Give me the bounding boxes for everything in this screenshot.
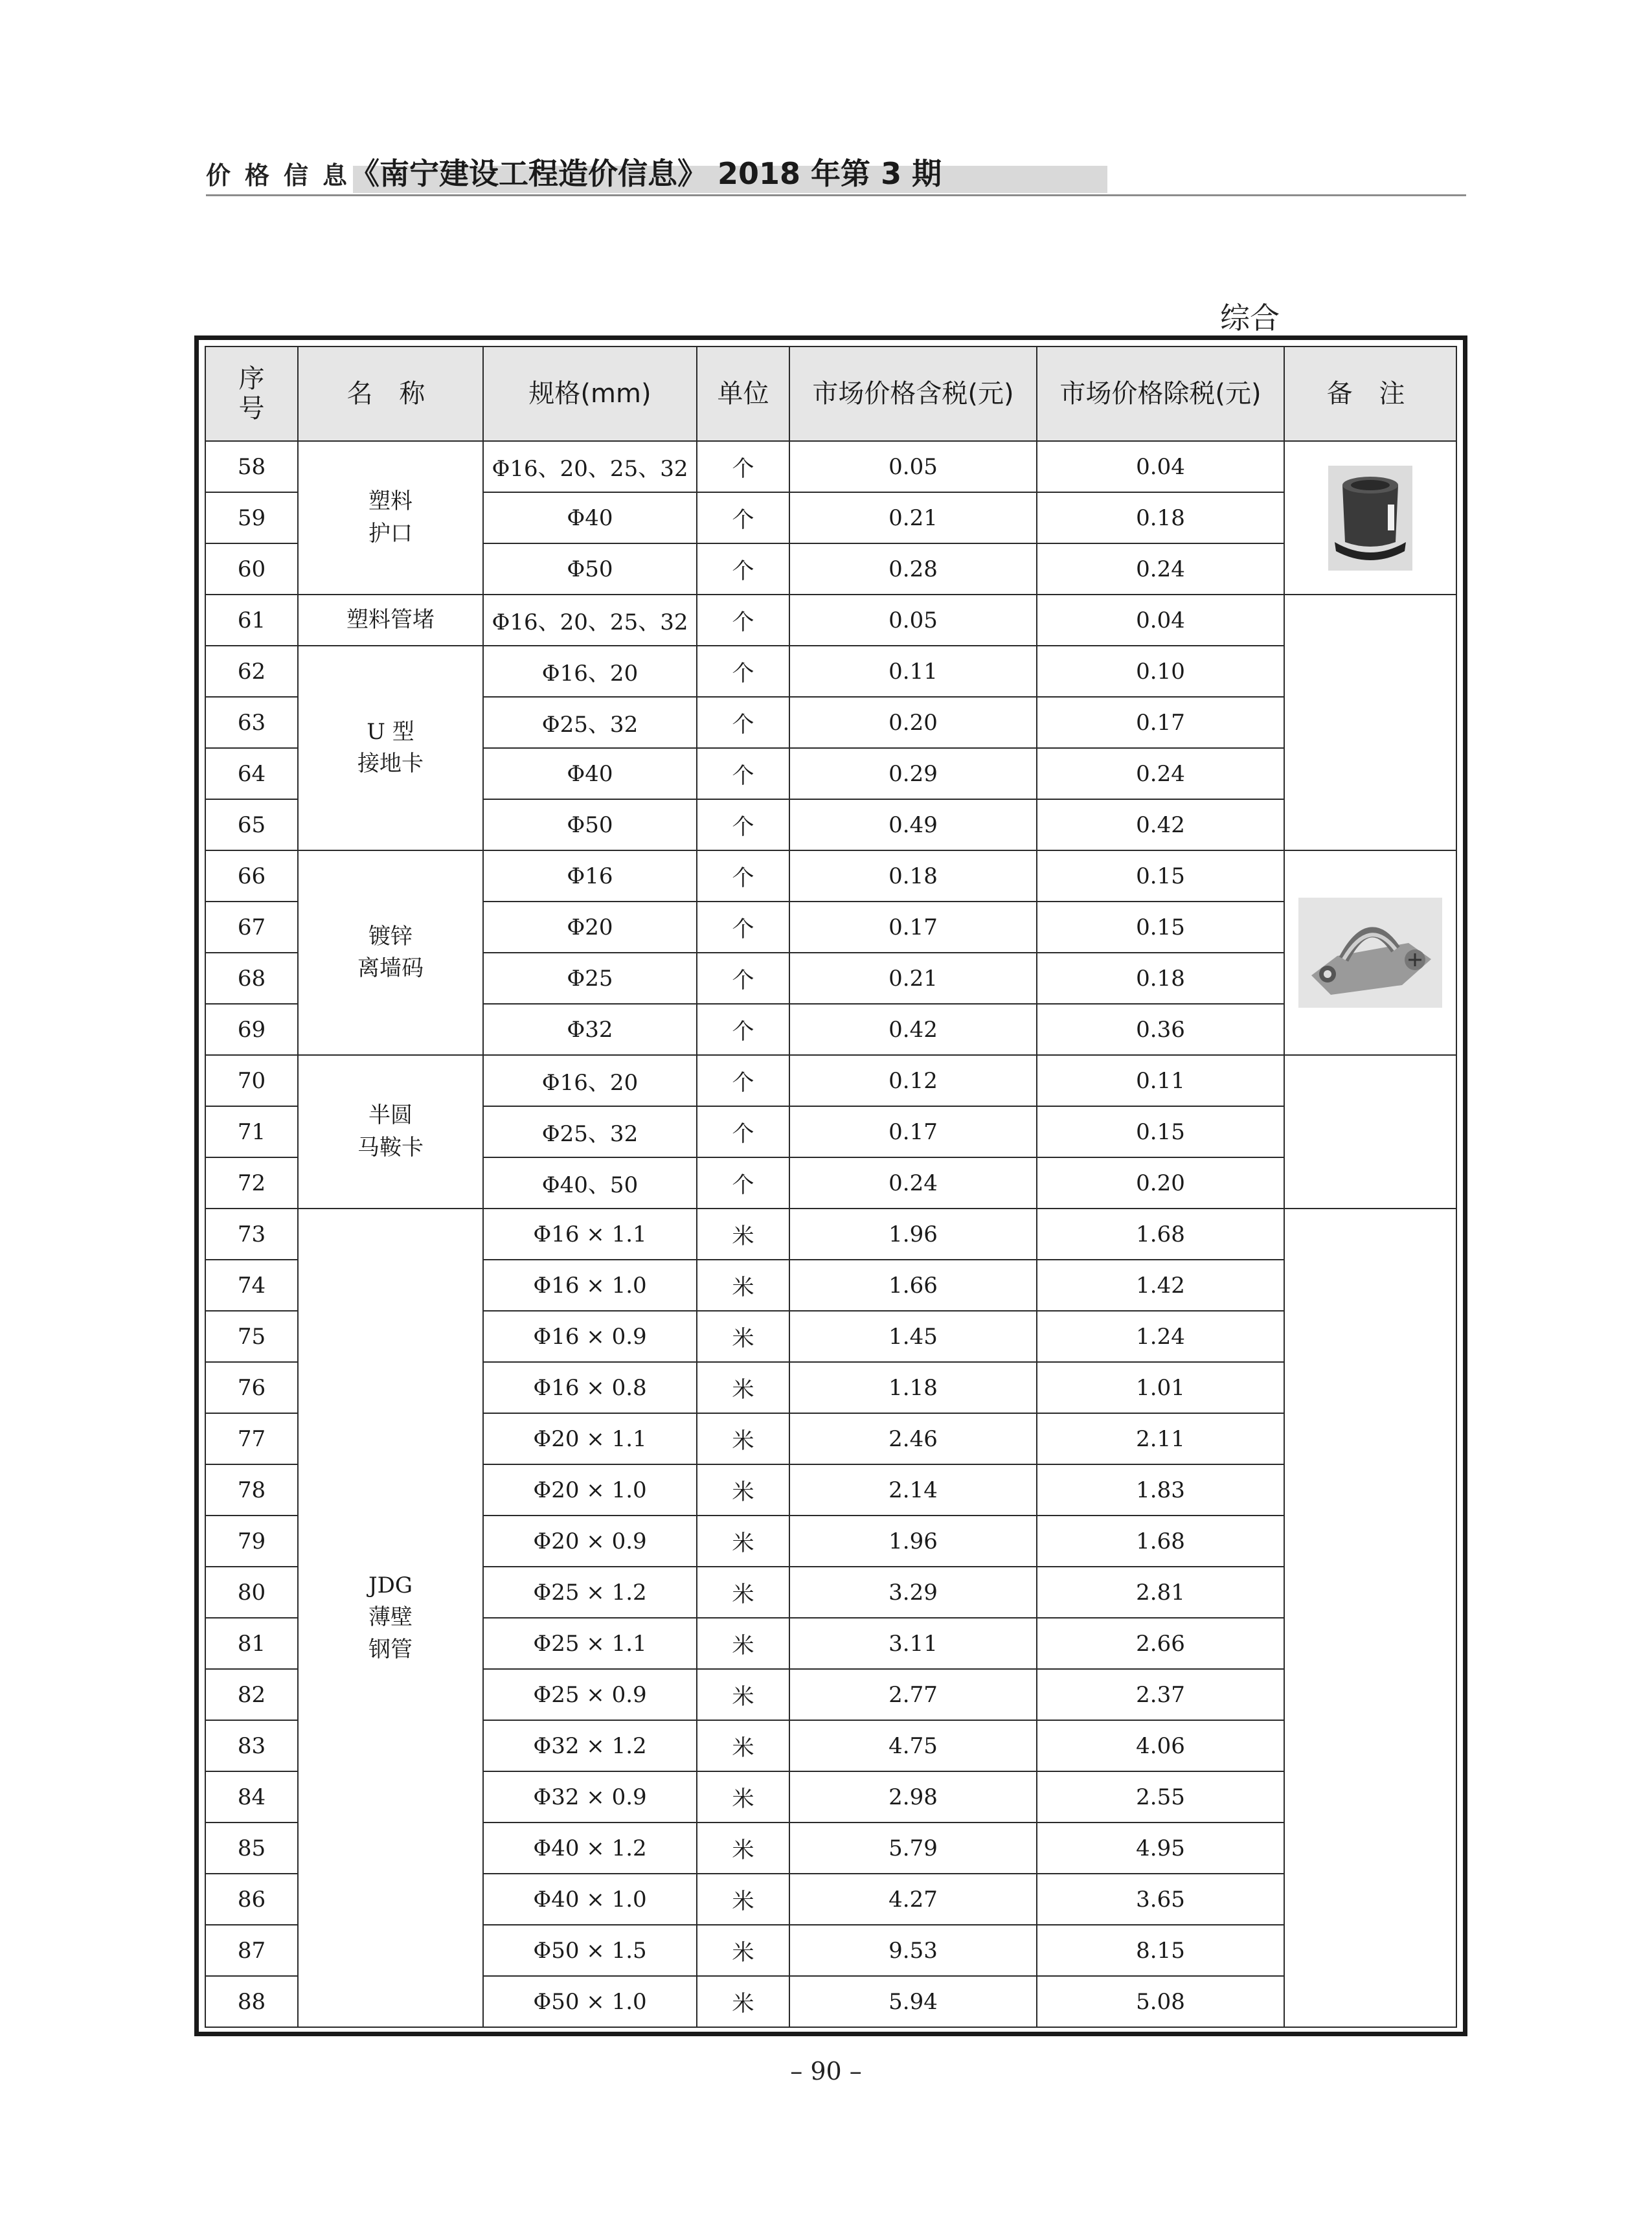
seq-cell: 88: [205, 1976, 298, 2027]
unit-cell: 个: [697, 1055, 789, 1106]
price-tax-cell: 3.29: [789, 1567, 1037, 1618]
price-notax-cell: 1.83: [1037, 1464, 1284, 1516]
spec-cell: Φ32 × 0.9: [483, 1771, 697, 1823]
spec-cell: Φ40 × 1.0: [483, 1874, 697, 1925]
price-notax-cell: 0.17: [1037, 697, 1284, 748]
page-header: [206, 146, 1466, 194]
price-notax-cell: 0.04: [1037, 595, 1284, 646]
spec-cell: Φ16: [483, 850, 697, 902]
seq-cell: 74: [205, 1260, 298, 1311]
table-row: [205, 1055, 1456, 1106]
spec-cell: Φ50: [483, 543, 697, 595]
header-divider: [206, 194, 1466, 196]
price-tax-cell: 4.75: [789, 1720, 1037, 1771]
unit-cell: 米: [697, 1618, 789, 1669]
seq-cell: 78: [205, 1464, 298, 1516]
price-tax-cell: 0.42: [789, 1004, 1037, 1055]
seq-cell: 85: [205, 1823, 298, 1874]
price-table: [205, 346, 1457, 2028]
seq-cell: 65: [205, 799, 298, 850]
price-notax-cell: 4.06: [1037, 1720, 1284, 1771]
section-label: 价格信息: [206, 161, 362, 190]
spec-cell: Φ25 × 1.1: [483, 1618, 697, 1669]
spec-cell: Φ25 × 0.9: [483, 1669, 697, 1720]
unit-cell: 米: [697, 1874, 789, 1925]
price-tax-cell: 0.20: [789, 697, 1037, 748]
seq-cell: 87: [205, 1925, 298, 1976]
item-name-line: 镀锌: [368, 923, 413, 949]
price-notax-cell: 0.36: [1037, 1004, 1284, 1055]
price-notax-cell: 0.20: [1037, 1157, 1284, 1209]
seq-cell: 76: [205, 1362, 298, 1413]
price-tax-cell: 5.79: [789, 1823, 1037, 1874]
table-row: [205, 646, 1456, 697]
unit-cell: 米: [697, 1720, 789, 1771]
price-tax-cell: 4.27: [789, 1874, 1037, 1925]
page-number: – 90 –: [790, 2057, 862, 2085]
spec-cell: Φ25、32: [483, 697, 697, 748]
unit-cell: 个: [697, 492, 789, 543]
item-name-line: JDG: [368, 1573, 413, 1599]
item-name-cell: [298, 646, 483, 850]
unit-cell: 个: [697, 1106, 789, 1157]
unit-cell: 个: [697, 748, 789, 799]
price-notax-cell: 0.10: [1037, 646, 1284, 697]
price-notax-cell: 4.95: [1037, 1823, 1284, 1874]
seq-cell: 63: [205, 697, 298, 748]
unit-cell: 米: [697, 1464, 789, 1516]
price-tax-cell: 0.21: [789, 953, 1037, 1004]
seq-cell: 58: [205, 441, 298, 492]
spec-cell: Φ40、50: [483, 1157, 697, 1209]
header-unit: 单位: [697, 346, 789, 441]
item-name-cell: [298, 595, 483, 646]
remark-cell: [1284, 441, 1456, 595]
price-tax-cell: 0.29: [789, 748, 1037, 799]
seq-cell: 61: [205, 595, 298, 646]
header-seq: [205, 346, 298, 441]
price-tax-cell: 0.49: [789, 799, 1037, 850]
item-name-line: 塑料管堵: [346, 606, 435, 633]
price-notax-cell: 0.42: [1037, 799, 1284, 850]
price-tax-cell: 0.24: [789, 1157, 1037, 1209]
price-notax-cell: 8.15: [1037, 1925, 1284, 1976]
item-name-cell: [298, 850, 483, 1055]
price-tax-cell: 0.28: [789, 543, 1037, 595]
spec-cell: Φ40: [483, 748, 697, 799]
price-notax-cell: 0.15: [1037, 1106, 1284, 1157]
price-tax-cell: 0.05: [789, 441, 1037, 492]
price-tax-cell: 2.14: [789, 1464, 1037, 1516]
seq-cell: 79: [205, 1516, 298, 1567]
unit-cell: 个: [697, 1004, 789, 1055]
unit-cell: 米: [697, 1771, 789, 1823]
seq-cell: 75: [205, 1311, 298, 1362]
price-notax-cell: 1.24: [1037, 1311, 1284, 1362]
remark-cell: [1284, 1055, 1456, 1209]
seq-cell: 59: [205, 492, 298, 543]
item-name-line: 钢管: [368, 1636, 413, 1663]
header-remark: 备 注: [1284, 346, 1456, 441]
spec-cell: Φ16、20: [483, 1055, 697, 1106]
seq-cell: 82: [205, 1669, 298, 1720]
spec-cell: Φ16、20: [483, 646, 697, 697]
unit-cell: 米: [697, 1823, 789, 1874]
price-tax-cell: 5.94: [789, 1976, 1037, 2027]
price-notax-cell: 0.15: [1037, 850, 1284, 902]
price-notax-cell: 0.18: [1037, 492, 1284, 543]
price-notax-cell: 2.81: [1037, 1567, 1284, 1618]
unit-cell: 米: [697, 1260, 789, 1311]
item-name-line: 离墙码: [357, 955, 424, 981]
spec-cell: Φ20 × 1.0: [483, 1464, 697, 1516]
price-tax-cell: 0.17: [789, 1106, 1037, 1157]
unit-cell: 米: [697, 1209, 789, 1260]
price-tax-cell: 2.77: [789, 1669, 1037, 1720]
price-notax-cell: 3.65: [1037, 1874, 1284, 1925]
spec-cell: Φ32 × 1.2: [483, 1720, 697, 1771]
spec-cell: Φ50: [483, 799, 697, 850]
price-notax-cell: 2.37: [1037, 1669, 1284, 1720]
seq-cell: 71: [205, 1106, 298, 1157]
galvanized-spacer-clip-photo: [1298, 898, 1442, 1008]
header-price-notax: 市场价格除税(元): [1037, 346, 1284, 441]
spec-cell: Φ20: [483, 902, 697, 953]
header-seq-text: 序号: [238, 364, 265, 424]
item-name-line: 护口: [368, 520, 413, 547]
seq-cell: 73: [205, 1209, 298, 1260]
spec-cell: Φ25: [483, 953, 697, 1004]
item-name-line: 半圆: [368, 1102, 413, 1129]
price-tax-cell: 3.11: [789, 1618, 1037, 1669]
item-name-line: 薄壁: [368, 1604, 413, 1631]
spec-cell: Φ25、32: [483, 1106, 697, 1157]
unit-cell: 个: [697, 850, 789, 902]
spec-cell: Φ40: [483, 492, 697, 543]
spec-cell: Φ16、20、25、32: [483, 441, 697, 492]
unit-cell: 个: [697, 902, 789, 953]
seq-cell: 62: [205, 646, 298, 697]
seq-cell: 83: [205, 1720, 298, 1771]
spec-cell: Φ16 × 1.1: [483, 1209, 697, 1260]
unit-cell: 个: [697, 1157, 789, 1209]
seq-cell: 66: [205, 850, 298, 902]
unit-cell: 米: [697, 1669, 789, 1720]
unit-cell: 个: [697, 441, 789, 492]
unit-cell: 个: [697, 646, 789, 697]
unit-cell: 米: [697, 1976, 789, 2027]
price-tax-cell: 1.45: [789, 1311, 1037, 1362]
header-name: 名 称: [298, 346, 483, 441]
remark-cell: [1284, 1209, 1456, 2027]
seq-cell: 68: [205, 953, 298, 1004]
unit-cell: 个: [697, 697, 789, 748]
item-name-line: U 型: [367, 718, 414, 745]
spec-cell: Φ50 × 1.5: [483, 1925, 697, 1976]
seq-cell: 60: [205, 543, 298, 595]
item-name-line: 接地卡: [357, 751, 424, 777]
price-notax-cell: 0.11: [1037, 1055, 1284, 1106]
seq-cell: 67: [205, 902, 298, 953]
price-notax-cell: 2.11: [1037, 1413, 1284, 1464]
price-tax-cell: 9.53: [789, 1925, 1037, 1976]
category-label: 综合: [1220, 301, 1280, 335]
price-notax-cell: 1.68: [1037, 1209, 1284, 1260]
price-table-frame: [194, 335, 1467, 2036]
price-tax-cell: 0.17: [789, 902, 1037, 953]
price-notax-cell: 0.18: [1037, 953, 1284, 1004]
spec-cell: Φ16 × 0.8: [483, 1362, 697, 1413]
plastic-bushing-photo: [1328, 466, 1412, 571]
spec-cell: Φ32: [483, 1004, 697, 1055]
seq-cell: 72: [205, 1157, 298, 1209]
price-tax-cell: 0.11: [789, 646, 1037, 697]
table-row: [205, 1209, 1456, 1260]
price-notax-cell: 1.01: [1037, 1362, 1284, 1413]
header-spec: 规格(mm): [483, 346, 697, 441]
table-row: [205, 441, 1456, 492]
price-tax-cell: 1.96: [789, 1516, 1037, 1567]
price-tax-cell: 0.05: [789, 595, 1037, 646]
price-tax-cell: 2.98: [789, 1771, 1037, 1823]
spec-cell: Φ16、20、25、32: [483, 595, 697, 646]
item-name-cell: [298, 441, 483, 595]
unit-cell: 米: [697, 1516, 789, 1567]
unit-cell: 个: [697, 953, 789, 1004]
header-price-tax: 市场价格含税(元): [789, 346, 1037, 441]
spec-cell: Φ25 × 1.2: [483, 1567, 697, 1618]
item-name-line: 马鞍卡: [357, 1134, 424, 1161]
spec-cell: Φ20 × 1.1: [483, 1413, 697, 1464]
unit-cell: 米: [697, 1362, 789, 1413]
publication-title: 《南宁建设工程造价信息》 2018 年第 3 期: [350, 156, 942, 191]
table-body: [205, 441, 1456, 2027]
spec-cell: Φ16 × 0.9: [483, 1311, 697, 1362]
unit-cell: 米: [697, 1567, 789, 1618]
unit-cell: 米: [697, 1413, 789, 1464]
item-name-cell: [298, 1055, 483, 1209]
unit-cell: 个: [697, 799, 789, 850]
seq-cell: 81: [205, 1618, 298, 1669]
seq-cell: 64: [205, 748, 298, 799]
seq-cell: 70: [205, 1055, 298, 1106]
price-tax-cell: 2.46: [789, 1413, 1037, 1464]
price-notax-cell: 1.68: [1037, 1516, 1284, 1567]
unit-cell: 个: [697, 543, 789, 595]
item-name-line: 塑料: [368, 488, 413, 515]
spec-cell: Φ16 × 1.0: [483, 1260, 697, 1311]
unit-cell: 个: [697, 595, 789, 646]
spec-cell: Φ20 × 0.9: [483, 1516, 697, 1567]
price-notax-cell: 1.42: [1037, 1260, 1284, 1311]
unit-cell: 米: [697, 1311, 789, 1362]
price-notax-cell: 2.55: [1037, 1771, 1284, 1823]
price-notax-cell: 0.04: [1037, 441, 1284, 492]
price-notax-cell: 0.15: [1037, 902, 1284, 953]
seq-cell: 69: [205, 1004, 298, 1055]
item-name-cell: [298, 1209, 483, 2027]
price-notax-cell: 5.08: [1037, 1976, 1284, 2027]
price-tax-cell: 0.21: [789, 492, 1037, 543]
table-header-row: [205, 346, 1456, 441]
price-tax-cell: 1.66: [789, 1260, 1037, 1311]
price-tax-cell: 0.18: [789, 850, 1037, 902]
seq-cell: 77: [205, 1413, 298, 1464]
price-notax-cell: 0.24: [1037, 543, 1284, 595]
table-row: [205, 850, 1456, 902]
table-row: [205, 595, 1456, 646]
price-tax-cell: 0.12: [789, 1055, 1037, 1106]
unit-cell: 米: [697, 1925, 789, 1976]
remark-cell: [1284, 850, 1456, 1055]
price-tax-cell: 1.96: [789, 1209, 1037, 1260]
price-tax-cell: 1.18: [789, 1362, 1037, 1413]
remark-cell: [1284, 595, 1456, 850]
seq-cell: 84: [205, 1771, 298, 1823]
price-notax-cell: 2.66: [1037, 1618, 1284, 1669]
seq-cell: 80: [205, 1567, 298, 1618]
spec-cell: Φ50 × 1.0: [483, 1976, 697, 2027]
price-notax-cell: 0.24: [1037, 748, 1284, 799]
seq-cell: 86: [205, 1874, 298, 1925]
spec-cell: Φ40 × 1.2: [483, 1823, 697, 1874]
